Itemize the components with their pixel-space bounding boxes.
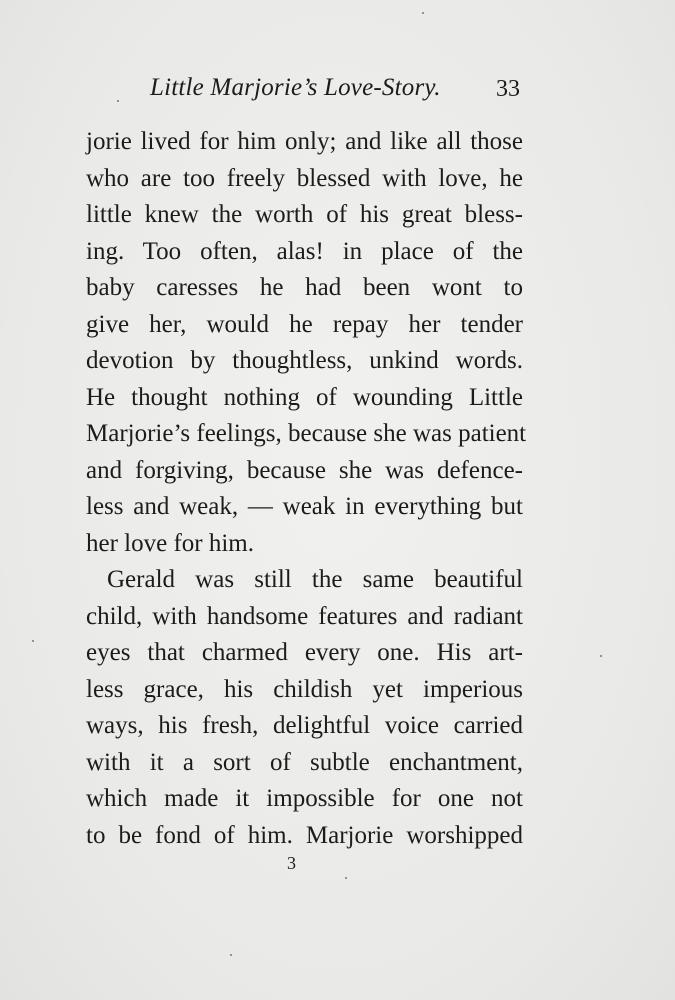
text-line: with it a sort of subtle enchantment, [86, 748, 523, 776]
body-text [86, 124, 527, 854]
paper-speck [117, 100, 119, 102]
text-line: devotion by thoughtless, unkind words. [86, 347, 523, 374]
text-line: He thought nothing of wounding Little [86, 383, 523, 411]
signature-mark: 3 [287, 853, 296, 873]
paper-speck [230, 954, 232, 956]
text-line: Gerald was still the same beautiful [107, 566, 523, 593]
text-line: little knew the worth of his great bless- [86, 201, 523, 228]
text-line: baby caresses he had been wont to [86, 274, 523, 301]
text-line: Marjorie’s feelings, because she was patient [86, 420, 527, 447]
paper-speck [422, 12, 424, 14]
paper-speck [32, 640, 34, 642]
text-line: less grace, his childish yet imperious [86, 675, 523, 703]
text-line: and forgiving, because she was defence- [86, 456, 523, 484]
text-line: her love for him. [86, 529, 255, 557]
text-line: eyes that charmed every one. His art- [86, 639, 523, 666]
text-line: who are too freely blessed with love, he [86, 164, 523, 192]
text-line: to be fond of him. Marjorie worshipped [86, 821, 523, 849]
text-line: less and weak, — weak in everything but [86, 493, 523, 520]
running-title: Little Marjorie’s Love-Story. [150, 74, 441, 101]
text-line: ways, his fresh, delightful voice carried [86, 712, 523, 739]
text-line: child, with handsome features and radiant [86, 602, 523, 630]
page-number: 33 [496, 76, 520, 102]
paragraph [86, 124, 527, 562]
text-line: give her, would he repay her tender [86, 310, 523, 338]
text-line: ing. Too often, alas! in place of the [86, 237, 523, 265]
paper-speck [600, 655, 602, 657]
paper-speck [345, 877, 347, 879]
page-header [150, 74, 550, 114]
text-line: which made it impossible for one not [86, 785, 523, 812]
paragraph [86, 562, 523, 854]
text-line: jorie lived for him only; and like all those [86, 128, 523, 155]
